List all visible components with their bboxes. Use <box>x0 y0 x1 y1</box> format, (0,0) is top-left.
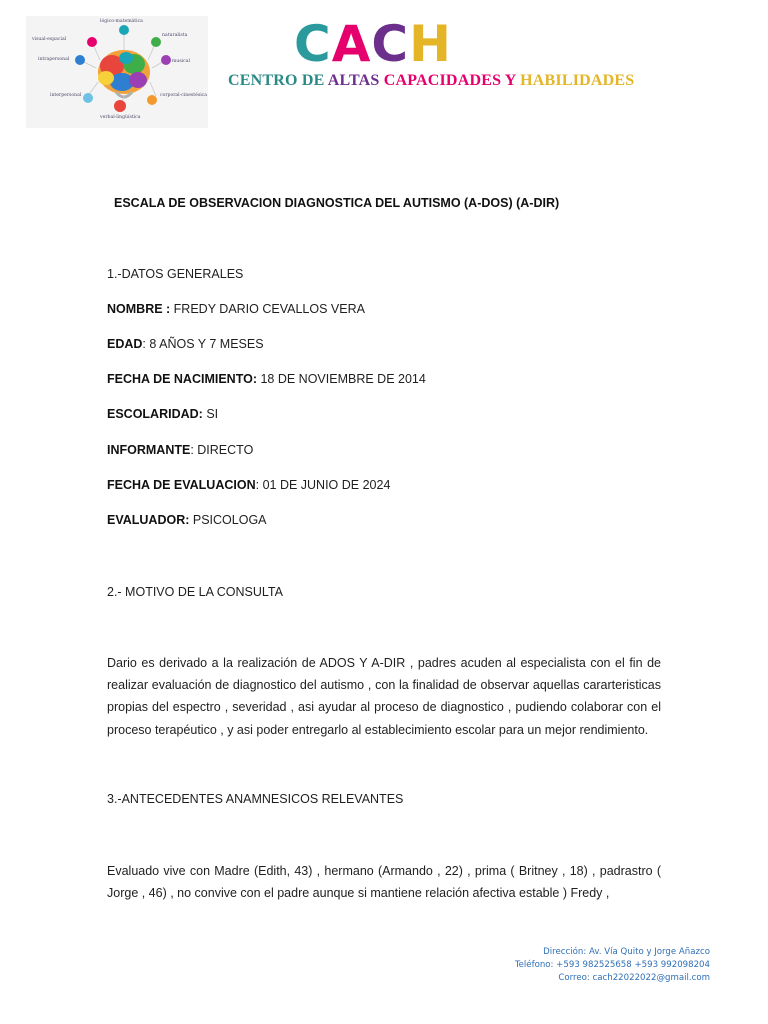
field-label: FECHA DE NACIMIENTO: <box>107 372 257 386</box>
brand-name <box>294 15 452 73</box>
field-label: EVALUADOR: <box>107 513 190 527</box>
section-heading-antecedentes: 3.-ANTECEDENTES ANAMNESICOS RELEVANTES <box>107 792 404 806</box>
paragraph-antecedentes: Evaluado vive con Madre (Edith, 43) , hermano (Armando , 22) , prima ( Britney , 18) , padrastro ( Jorge , 46) , no convive con el padre aunque si mantiene relación afectiva estable ) Fredy , <box>107 864 661 901</box>
field-label: EDAD <box>107 337 143 351</box>
field-label: FECHA DE EVALUACION <box>107 478 256 492</box>
field-value: : DIRECTO <box>190 443 254 457</box>
brand-subtitle-part: HABILIDADES <box>520 72 635 89</box>
field-edad <box>107 337 264 351</box>
label-corporal: corporal-cinestésica <box>160 93 207 98</box>
label-musical: musical <box>172 59 190 64</box>
brand-subtitle-part: CAPACIDADES Y <box>383 72 521 89</box>
contact-footer <box>515 946 710 986</box>
field-value: : 8 AÑOS Y 7 MESES <box>142 337 264 351</box>
brand-subtitle <box>228 72 634 90</box>
label-verbal: verbal-lingüística <box>100 115 141 120</box>
paragraph-motivo: Dario es derivado a la realización de ADOS Y A-DIR , padres acuden al especialista con el fin de realizar evaluación de diagnostico del autismo , con la finalidad de observar aquellas cararteristicas propias del espectro , severidad , asi ayudar al proceso de diagnostico , pudiendo colaborar con el proceso terapéutico , y asi poder entregarlo al establecimiento escolar para un mejor rendimiento. <box>107 656 661 737</box>
brain-icon <box>26 16 208 128</box>
brand-letter: C <box>294 15 332 73</box>
field-evaluador <box>107 513 267 527</box>
field-fecha-evaluacion <box>107 478 390 492</box>
label-intrapersonal: intrapersonal <box>38 57 70 62</box>
field-value: PSICOLOGA <box>189 513 267 527</box>
section-heading-datos: 1.-DATOS GENERALES <box>107 267 244 281</box>
brand-letter: A <box>331 15 372 73</box>
label-visual: visual-espacial <box>32 37 67 42</box>
field-nombre <box>107 302 365 316</box>
brand-subtitle-part: CENTRO DE <box>228 72 328 89</box>
field-value: 18 DE NOVIEMBRE DE 2014 <box>257 372 426 386</box>
field-label: INFORMANTE <box>107 443 191 457</box>
field-value: FREDY DARIO CEVALLOS VERA <box>170 302 365 316</box>
footer-phone: Teléfono: +593 982525658 +593 992098204 <box>514 960 710 971</box>
label-logico: lógico-matemática <box>100 19 143 24</box>
brand-subtitle-part: ALTAS <box>327 72 384 89</box>
document-title: ESCALA DE OBSERVACION DIAGNOSTICA DEL AUTISMO (A-DOS) (A-DIR) <box>114 196 560 210</box>
field-escolaridad <box>107 407 218 421</box>
field-value: : 01 DE JUNIO DE 2024 <box>255 478 391 492</box>
field-informante <box>107 443 253 457</box>
field-fecha-nacimiento <box>107 372 426 386</box>
label-naturalista: naturalista <box>162 33 188 38</box>
label-interpersonal: interpersonal <box>50 93 82 98</box>
field-value: SI <box>202 407 219 421</box>
field-label: NOMBRE : <box>107 302 171 316</box>
footer-address: Dirección: Av. Vía Quito y Jorge Añazco <box>543 947 710 957</box>
footer-email: Correo: cach22022022@gmail.com <box>558 973 710 984</box>
field-label: ESCOLARIDAD: <box>107 407 203 421</box>
brand-letter: C <box>371 15 410 73</box>
multiple-intelligences-logo <box>26 16 208 128</box>
section-heading-motivo: 2.- MOTIVO DE LA CONSULTA <box>107 585 283 599</box>
brand-letter: H <box>409 15 452 73</box>
